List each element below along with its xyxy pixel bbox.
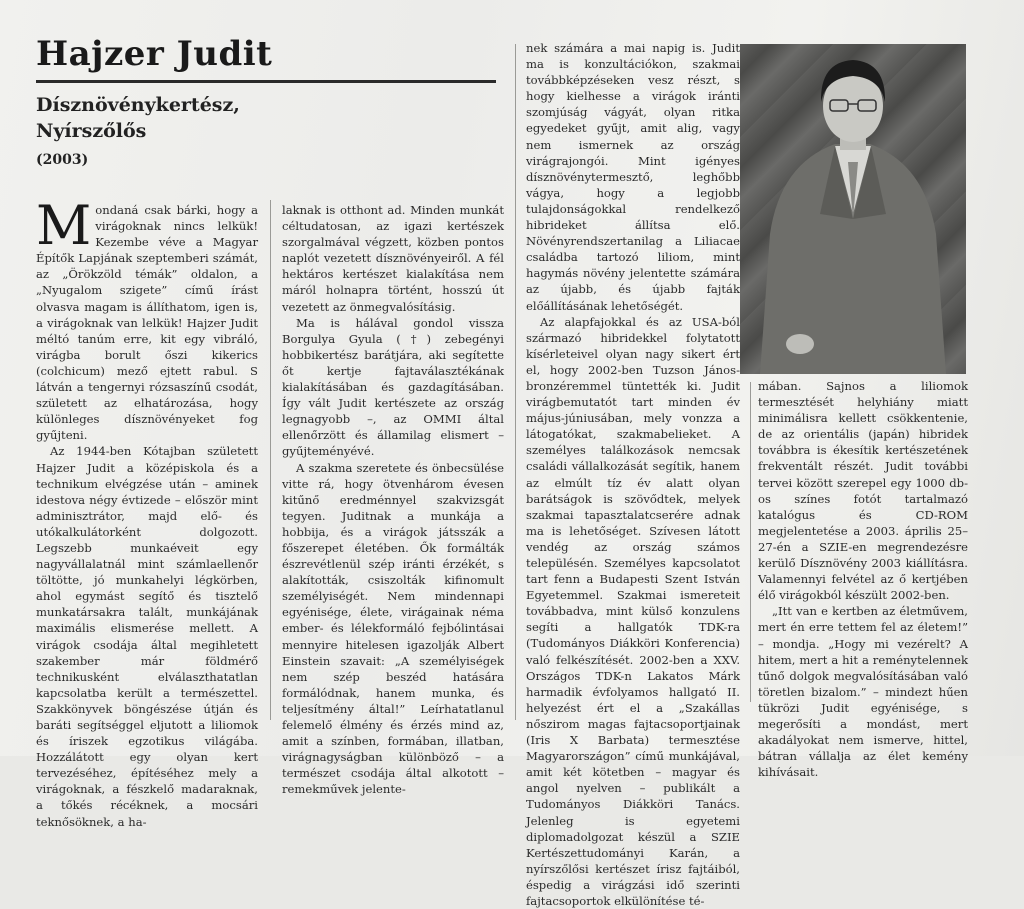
paragraph: nek számára a mai napig is. Judit ma is konzultációkon, szakmai továbbképzéseken vesz részt, s hogy kielhesse a virágok iránti szomjúság vágyát, olyan ritka egyedeket gyűjt, amit alig, vagy nem ismernek az ország virágrajongói. Mint igényes dísznövénytermesztő, leghőbb vágya, hogy a legjobb tulajdonságokkal rendelkező hibrideket állítsa elő. Növényrendszertanilag a Liliacae családba tartozó liliom, mint hagymás növény jelentette számára az újabb, és újabb fajták előállításának lehetőségét. bbox=[526, 41, 740, 313]
column-divider bbox=[515, 44, 516, 720]
paragraph: „Itt van e kertben az életművem, mert én erre tettem fel az életem!” – mondja. „Hogy mi vezérelt? A hitem, mert a hit a reménytelennek tűnő dolgok megvalósításában való töretlen bizalom.” – mindezt hűen tükrözi Judit egyénisége, s megerősíti a mondást, mert akadályokat nem ismerve, hittel, bátran vállalja az élet kemény kihívásait. bbox=[758, 604, 968, 780]
paragraph: mában. Sajnos a liliomok termesztését helyhiány miatt minimálisra kellett csökkentenie, de az orientális (japán) hibridek továbbra is ékesítik kertészetének frekventált részét. Judit további tervei között szerepel egy 1000 db-os színes fotót tartalmazó katalógus és CD-ROM megjelentetése a 2003. április 25–27-én a SZIE-en megrendezésre kerülő Dísznövény 2003 kiállításra. Valamennyi felvétel az ő kertjében élő virágokból készült 2002-ben. bbox=[758, 379, 968, 603]
paragraph-text: ondaná csak bárki, hogy a virágoknak nincs lelkük! Kezembe véve a Magyar Építők Lapjának szeptemberi számát, az „Örökzöld témák” oldalon, a „Nyugalom szigete” című írást olvasva magam is állíthatom, igen is, a virágoknak van lelkük! Hajzer Judit méltó tanúm erre, kit egy vibráló, virágba borult őszi kikerics (colchicum) mező ejtett rabul. S látván a tengernyi rózsaszínű csodát, született az elhatározása, hogy különleges dísznövényeket fog gyűjteni. bbox=[36, 203, 258, 443]
portrait-icon bbox=[740, 44, 966, 374]
paragraph: laknak is otthont ad. Minden munkát céltudatosan, az igazi kertészek szorgalmával végzett, közben pontos naplót vezetett dísznövényeiről. A fél hektáros kertészet kialakítása nem máról holnapra történt, hosszú út vezetett az önmegvalósításig. bbox=[282, 203, 504, 314]
article-year: (2003) bbox=[36, 152, 89, 168]
article-subtitle bbox=[36, 92, 336, 144]
text-column-2 bbox=[282, 202, 504, 797]
article-title: Hajzer Judit bbox=[36, 34, 273, 74]
column-divider bbox=[270, 200, 271, 720]
column-divider bbox=[750, 382, 751, 702]
text-column-1 bbox=[36, 194, 258, 829]
portrait-photo bbox=[740, 44, 966, 374]
text-column-4 bbox=[758, 378, 968, 780]
subtitle-location: Nyírszőlős bbox=[36, 120, 147, 142]
subtitle-profession: Dísznövénykertész, bbox=[36, 94, 240, 116]
paragraph: A szakma szeretete és önbecsülése vitte rá, hogy ötvenhárom évesen kitűnő eredménnyel szakvizsgát tegyen. Juditnak a munkája a hobbija, és a virágok játsszák a főszerepet életében. Ők formálták észrevétlenül szép iránti érzékét, s alakították, csiszolták kifinomult személyiségét. Nem mindennapi egyénisége, élete, virágainak néma ember- és lélekformáló fejbólintásai mennyire hitelesen igazolják Albert Einstein szavait: „A személyiségek nem szép beszéd hatására formálódnak, hanem munka, és teljesítmény által!” Leírhatatlanul felemelő élmény és érzés mind az, amit a színben, formában, illatban, virágnagyságban különböző – a természet csodája által alkotott – remekművek jelente- bbox=[282, 460, 504, 797]
paragraph bbox=[36, 194, 258, 443]
paragraph: Az 1944-ben Kótajban született Hajzer Judit a középiskola és a technikum elvégzése után – aminek idestova négy évtizede – először mint adminisztrátor, majd elő- és utókalkulátorként dolgozott. Legszebb munkaéveit egy nagyvállalatnál mint számlaellenőr töltötte, jó munkahelyi légkörben, ahol egymást segítő és tisztelő munkatársakra talált, munkájának maximális elismerése mellett. A virágok csodája által megihletett szakember már földmérő technikusként elválaszthatatlan kapcsolatba került a természettel. Szakkönyvek böngészése útján és baráti segítséggel eljutott a liliomok és íriszek egzotikus világába. Hozzálátott egy olyan kert tervezéséhez, építéséhez mely a virágoknak, a fészkelő madaraknak, a tőkés récéknek, a mocsári teknősöknek, a ha- bbox=[36, 444, 258, 829]
paragraph: Ma is hálával gondol vissza Borgulya Gyula (†) zebegényi hobbikertész barátjára, aki segítette őt kertje fajtaválasztékának kialakításában és gazdagításában. Így vált Judit kertészete az ország legnagyobb –, az OMMI által ellenőrzött és államilag elismert – gyűjteményévé. bbox=[282, 315, 504, 459]
title-rule bbox=[36, 80, 496, 83]
drop-cap: M bbox=[36, 194, 92, 257]
text-column-3 bbox=[526, 40, 740, 908]
paragraph: Az alapfajokkal és az USA-ból származó hibridekkel folytatott kísérleteivel olyan nagy sikert ért el, hogy 2002-ben Tuzson János-bronzéremmel tüntették ki. Judit virágbemutatót tart minden év május-júniusában, mely vonzza a látogatókat, szakmabelieket. A személyes találkozások nemcsak családi vállalkozását segítik, hanem az elmúlt tíz év alatt olyan barátságok is szövődtek, melyek szakmai tapasztalatcserére adnak ma is lehetőséget. Szívesen látott vendég az ország számos településén. Személyes kapcsolatot tart fenn a Budapesti Szent István Egyetemmel. Szakmai ismereteit továbbadva, mint külső konzulens segíti a hallgatók TDK-ra (Tudományos Diákköri Konferencia) való felkészítését. 2002-ben a XXV. Országos TDK-n Lakatos Márk harmadik évfolyamos hallgató II. helyezést ért el a „Szakállas nőszirom magas fajtacsoportjainak (Iris X Barbata) termesztése Magyarországon” című munkájával, amit két kötetben – magyar és angol nyelven – publikált a Tudományos Diákköri Tanács. Jelenleg is egyetemi diplomadolgozat készül a SZIE Kertészettudományi Karán, a nyírszőlősi kertészet írisz fajtáiból, éspedig a virágzási idő szerinti fajtacsoportok elkülönítése té- bbox=[526, 314, 740, 908]
